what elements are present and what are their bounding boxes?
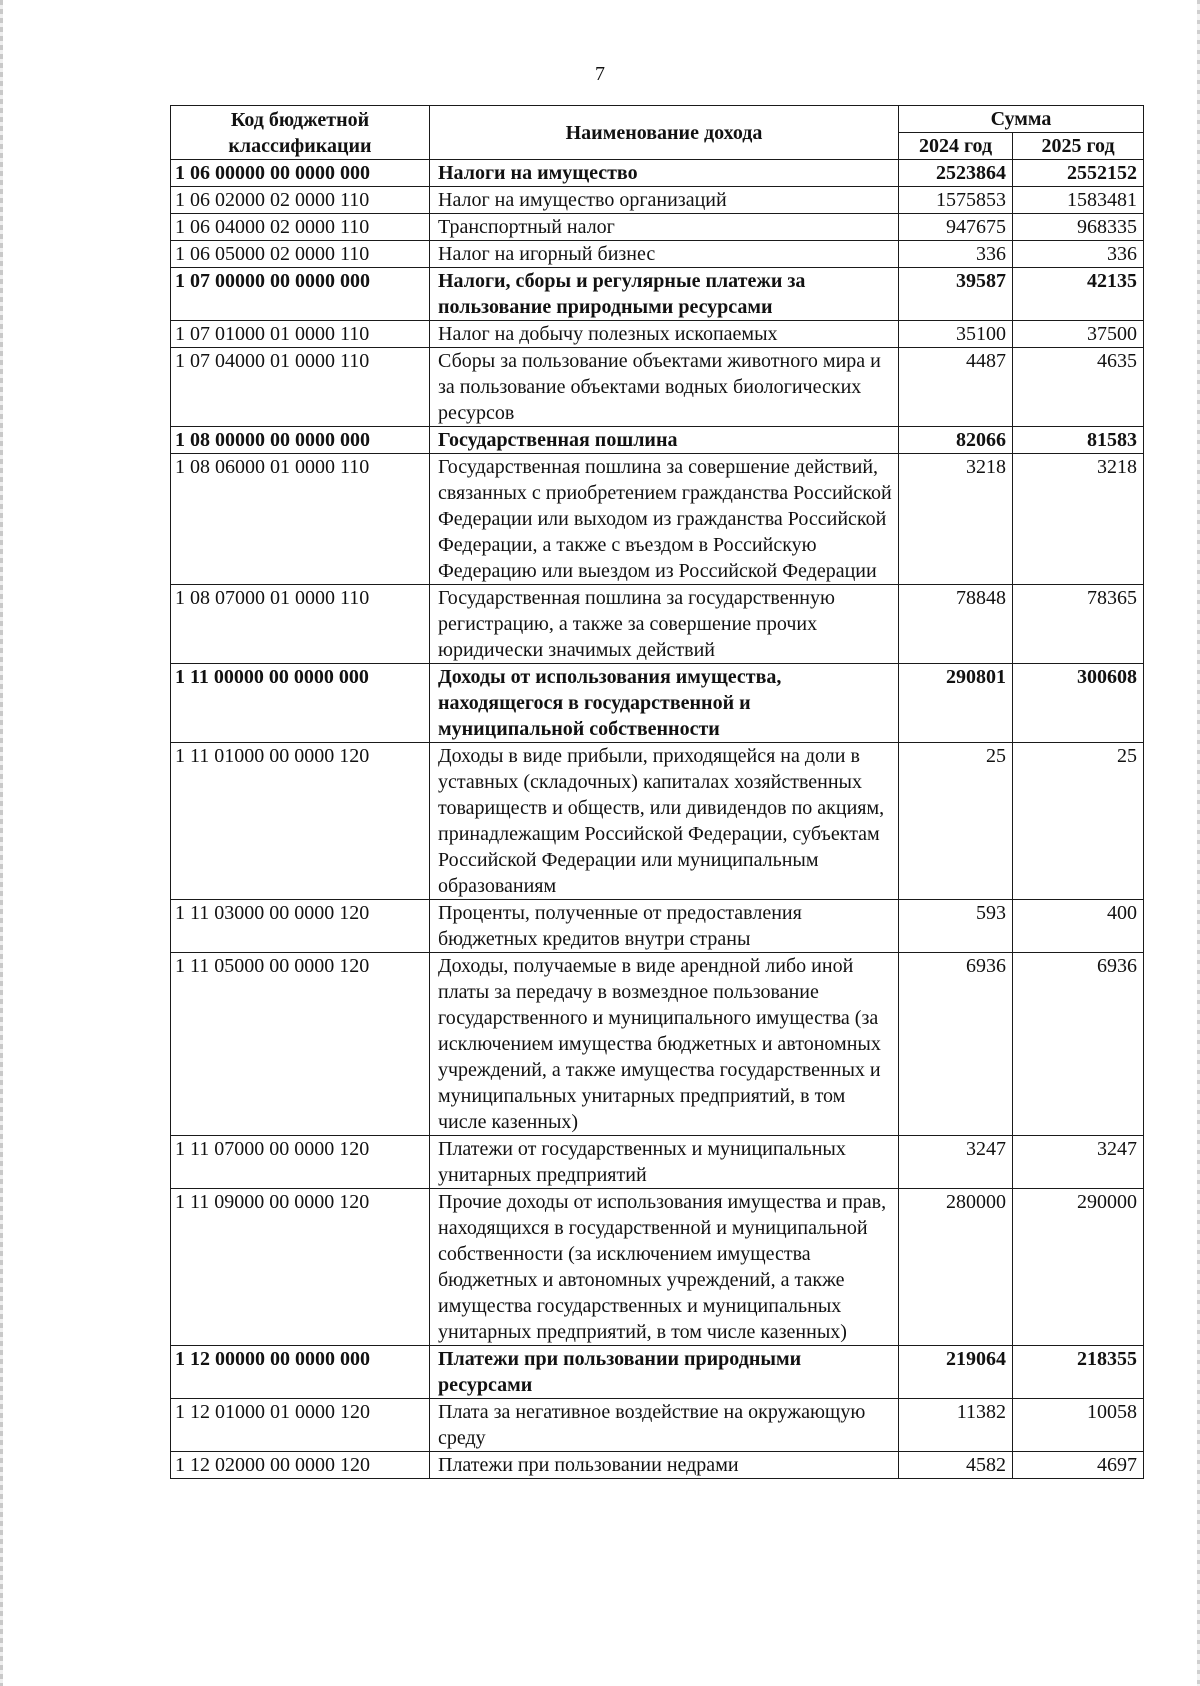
amount-2024-cell: 1575853	[899, 187, 1013, 214]
header-year-2025: 2025 год	[1013, 133, 1144, 160]
header-name: Наименование дохода	[430, 106, 899, 160]
revenue-name-cell: Доходы, получаемые в виде арендной либо иной платы за передачу в возмездное пользование государственного и муниципального имущества (за исключением имущества бюджетных и автономных учреждений, а также имущества государственных и муниципальных унитарных предприятий, в том числе казенных)	[430, 953, 899, 1136]
revenue-name-cell: Доходы от использования имущества, находящегося в государственной и муниципальной собственности	[430, 664, 899, 743]
budget-code-cell: 1 11 00000 00 0000 000	[171, 664, 430, 743]
table-body	[171, 160, 1144, 1479]
amount-2024-cell: 35100	[899, 321, 1013, 348]
revenue-table	[170, 105, 1144, 1479]
amount-2025-cell: 2552152	[1013, 160, 1144, 187]
table-row	[171, 585, 1144, 664]
table-row	[171, 268, 1144, 321]
budget-code-cell: 1 07 01000 01 0000 110	[171, 321, 430, 348]
revenue-name-cell: Налог на добычу полезных ископаемых	[430, 321, 899, 348]
amount-2025-cell: 81583	[1013, 427, 1144, 454]
revenue-name-cell: Прочие доходы от использования имущества и прав, находящихся в государственной и муниципальной собственности (за исключением имущества бюджетных и автономных учреждений, а также имущества государственных и муниципальных унитарных предприятий, в том числе казенных)	[430, 1189, 899, 1346]
revenue-name-cell: Налоги, сборы и регулярные платежи за пользование природными ресурсами	[430, 268, 899, 321]
page-number: 7	[595, 63, 605, 85]
revenue-name-cell: Налоги на имущество	[430, 160, 899, 187]
amount-2025-cell: 3247	[1013, 1136, 1144, 1189]
amount-2024-cell: 593	[899, 900, 1013, 953]
budget-code-cell: 1 12 00000 00 0000 000	[171, 1346, 430, 1399]
revenue-name-cell: Транспортный налог	[430, 214, 899, 241]
budget-code-cell: 1 08 00000 00 0000 000	[171, 427, 430, 454]
budget-code-cell: 1 06 00000 00 0000 000	[171, 160, 430, 187]
table-row	[171, 321, 1144, 348]
table-row	[171, 900, 1144, 953]
amount-2025-cell: 968335	[1013, 214, 1144, 241]
budget-code-cell: 1 06 04000 02 0000 110	[171, 214, 430, 241]
amount-2024-cell: 6936	[899, 953, 1013, 1136]
revenue-name-cell: Государственная пошлина	[430, 427, 899, 454]
amount-2024-cell: 2523864	[899, 160, 1013, 187]
revenue-name-cell: Налог на имущество организаций	[430, 187, 899, 214]
table-row	[171, 1189, 1144, 1346]
amount-2025-cell: 218355	[1013, 1346, 1144, 1399]
table-row	[171, 241, 1144, 268]
amount-2024-cell: 336	[899, 241, 1013, 268]
amount-2024-cell: 3247	[899, 1136, 1013, 1189]
amount-2025-cell: 4697	[1013, 1452, 1144, 1479]
budget-code-cell: 1 07 00000 00 0000 000	[171, 268, 430, 321]
revenue-name-cell: Плата за негативное воздействие на окружающую среду	[430, 1399, 899, 1452]
amount-2025-cell: 10058	[1013, 1399, 1144, 1452]
budget-code-cell: 1 06 05000 02 0000 110	[171, 241, 430, 268]
amount-2025-cell: 37500	[1013, 321, 1144, 348]
budget-code-cell: 1 11 09000 00 0000 120	[171, 1189, 430, 1346]
revenue-name-cell: Проценты, полученные от предоставления бюджетных кредитов внутри страны	[430, 900, 899, 953]
amount-2024-cell: 11382	[899, 1399, 1013, 1452]
table-row	[171, 214, 1144, 241]
table-row	[171, 953, 1144, 1136]
revenue-name-cell: Платежи от государственных и муниципальных унитарных предприятий	[430, 1136, 899, 1189]
amount-2024-cell: 947675	[899, 214, 1013, 241]
amount-2024-cell: 78848	[899, 585, 1013, 664]
budget-code-cell: 1 11 03000 00 0000 120	[171, 900, 430, 953]
table-row	[171, 160, 1144, 187]
revenue-name-cell: Государственная пошлина за совершение действий, связанных с приобретением гражданства Российской Федерации или выходом из гражданства Российской Федерации, а также с въездом в Российскую Федерацию или выездом из Российской Федерации	[430, 454, 899, 585]
budget-code-cell: 1 12 01000 01 0000 120	[171, 1399, 430, 1452]
table-row	[171, 348, 1144, 427]
table-row	[171, 187, 1144, 214]
amount-2025-cell: 1583481	[1013, 187, 1144, 214]
budget-code-cell: 1 11 05000 00 0000 120	[171, 953, 430, 1136]
revenue-name-cell: Государственная пошлина за государственную регистрацию, а также за совершение прочих юридически значимых действий	[430, 585, 899, 664]
header-row	[171, 106, 1144, 133]
revenue-name-cell: Платежи при пользовании недрами	[430, 1452, 899, 1479]
table-row	[171, 664, 1144, 743]
budget-code-cell: 1 08 07000 01 0000 110	[171, 585, 430, 664]
amount-2024-cell: 39587	[899, 268, 1013, 321]
budget-code-cell: 1 06 02000 02 0000 110	[171, 187, 430, 214]
amount-2024-cell: 3218	[899, 454, 1013, 585]
amount-2025-cell: 400	[1013, 900, 1144, 953]
header-year-2024: 2024 год	[899, 133, 1013, 160]
amount-2024-cell: 219064	[899, 1346, 1013, 1399]
budget-code-cell: 1 08 06000 01 0000 110	[171, 454, 430, 585]
amount-2024-cell: 280000	[899, 1189, 1013, 1346]
revenue-name-cell: Доходы в виде прибыли, приходящейся на доли в уставных (складочных) капиталах хозяйственных товариществ и обществ, или дивидендов по акциям, принадлежащим Российской Федерации, субъектам Российской Федерации или муниципальным образованиям	[430, 743, 899, 900]
revenue-name-cell: Платежи при пользовании природными ресурсами	[430, 1346, 899, 1399]
table-row	[171, 427, 1144, 454]
table-row	[171, 743, 1144, 900]
revenue-name-cell: Налог на игорный бизнес	[430, 241, 899, 268]
amount-2024-cell: 82066	[899, 427, 1013, 454]
amount-2025-cell: 78365	[1013, 585, 1144, 664]
amount-2024-cell: 290801	[899, 664, 1013, 743]
budget-code-cell: 1 11 07000 00 0000 120	[171, 1136, 430, 1189]
amount-2024-cell: 4487	[899, 348, 1013, 427]
header-code: Код бюджетной классификации	[171, 106, 430, 160]
amount-2025-cell: 4635	[1013, 348, 1144, 427]
budget-code-cell: 1 11 01000 00 0000 120	[171, 743, 430, 900]
amount-2025-cell: 3218	[1013, 454, 1144, 585]
table-row	[171, 1346, 1144, 1399]
table-row	[171, 1452, 1144, 1479]
table-row	[171, 454, 1144, 585]
budget-code-cell: 1 07 04000 01 0000 110	[171, 348, 430, 427]
amount-2025-cell: 290000	[1013, 1189, 1144, 1346]
amount-2025-cell: 25	[1013, 743, 1144, 900]
amount-2025-cell: 300608	[1013, 664, 1144, 743]
budget-code-cell: 1 12 02000 00 0000 120	[171, 1452, 430, 1479]
amount-2024-cell: 25	[899, 743, 1013, 900]
amount-2024-cell: 4582	[899, 1452, 1013, 1479]
amount-2025-cell: 336	[1013, 241, 1144, 268]
table-row	[171, 1399, 1144, 1452]
scan-edge-left	[0, 0, 3, 1686]
amount-2025-cell: 42135	[1013, 268, 1144, 321]
amount-2025-cell: 6936	[1013, 953, 1144, 1136]
revenue-name-cell: Сборы за пользование объектами животного мира и за пользование объектами водных биологических ресурсов	[430, 348, 899, 427]
header-sum: Сумма	[899, 106, 1144, 133]
table-row	[171, 1136, 1144, 1189]
